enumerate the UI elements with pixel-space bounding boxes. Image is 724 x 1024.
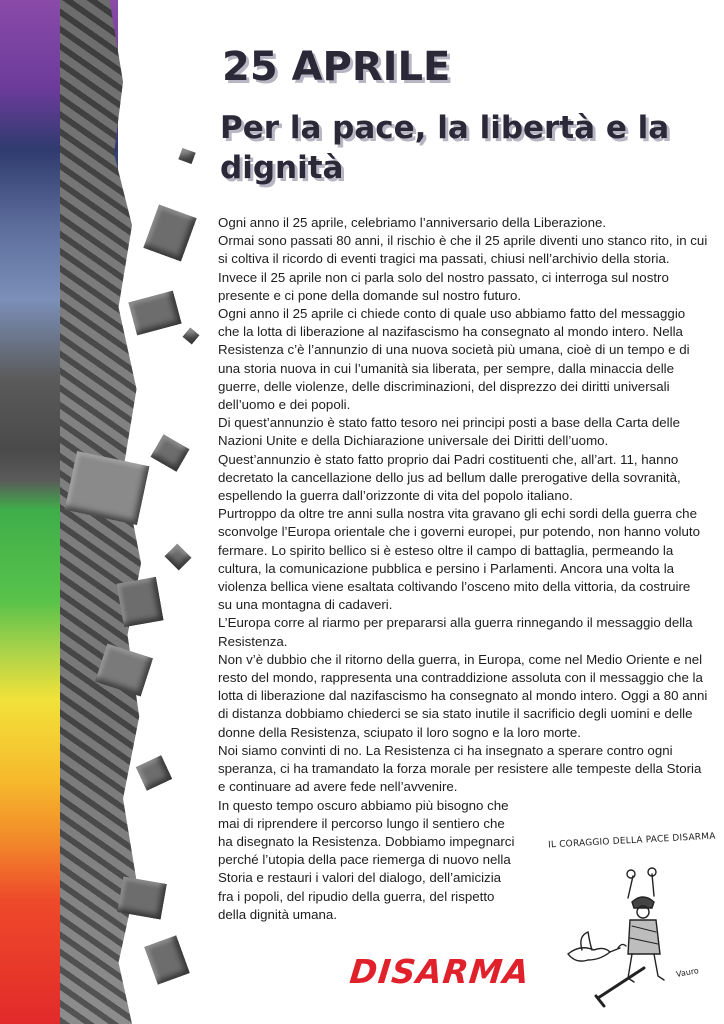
- rock-fragment: [136, 755, 172, 790]
- rock-fragment: [183, 328, 200, 345]
- page-title: 25 APRILE: [222, 44, 451, 90]
- cartoon-signature: Vauro: [675, 966, 700, 979]
- article-body: [218, 214, 708, 924]
- paragraph: Ormai sono passati 80 anni, il rischio è che il 25 aprile diventi uno stanco rito, in cui si coltiva il ricordo di eventi tragici ma passati, chiusi nell’archivio della storia. Invece il 25 aprile non ci parla solo del nostro passato, ci interroga sul nostro presente e ci pone della domande sul nostro futuro.: [218, 233, 708, 303]
- rock-fragment: [178, 148, 195, 164]
- rock-fragment: [117, 876, 167, 919]
- side-decoration: [0, 0, 200, 1024]
- rock-fragment: [143, 205, 196, 262]
- paragraph: Non v’è dubbio che il ritorno della guerra, in Europa, come nel Medio Oriente e nel resto del mondo, rappresenta una contraddizione assoluta con il messaggio che la lotta di liberazione dal nazifascismo ha consegnato al mondo intero. Oggi a 80 anni di distanza dobbiamo chiederci se sia stato inutile il sacrificio degli uomini e delle donne della Resistenza, sciupato il loro sogno e la loro morte.: [218, 651, 708, 740]
- rock-fragment: [151, 434, 190, 472]
- rock-fragment: [116, 577, 163, 627]
- paragraph: Di quest’annunzio è stato fatto tesoro nei principi posti a base della Carta delle Nazioni Unite e della Dichiarazione universale dei Diritti dell’uomo.: [218, 415, 680, 449]
- rock-fragment: [165, 544, 192, 571]
- paragraph: Quest’annunzio è stato fatto proprio dai Padri costituenti che, all’art. 11, hanno decretato la cancellazione dello jus ad bellum dalle prerogative della sovranità, espellendo la guerra dall’orizzonte di vita del popolo italiano.: [218, 451, 681, 504]
- paragraph: Purtroppo da oltre tre anni sulla nostra vita gravano gli echi sordi della guerra che sconvolge l’Europa orientale che i governi europei, pur potendo, non hanno voluto fermare. Lo spirito bellico si è esteso oltre il campo di battaglia, permeando la cultura, la comunicazione pubblica e persino i Parlamenti. Ancora una volta la violenza bellica viene esaltata coltivando l’osceno mito della vittoria, da costruire su una montagna di cadaveri.: [218, 506, 700, 613]
- paragraph: In questo tempo oscuro abbiamo più bisogno che mai di riprendere il percorso lungo il sentiero che ha disegnato la Resistenza. Dobbiamo impegnarci perché l’utopia della pace riemerga di nuovo nella Storia e restauri i valori del dialogo, dell’amicizia fra i popoli, del ripudio della guerra, del rispetto della dignità umana.: [218, 797, 515, 922]
- paragraph: Ogni anno il 25 aprile ci chiede conto di quale uso abbiamo fatto del messaggio che la lotta di liberazione al nazifascismo ha consegnato al mondo intero. Nella Resistenza c’è l’annunzio di una nuova società più umana, cioè di un tempo e di una storia nuova in cui l’umanità sia liberata, per sempre, dalla minaccia delle guerre, delle violenze, delle discriminazioni, del disprezzo dei diritti universali dell’uomo e dei popoli.: [218, 306, 690, 413]
- page-subtitle: Per la pace, la libertà e la dignità: [220, 110, 670, 186]
- paragraph: Noi siamo convinti di no. La Resistenza ci ha insegnato a sperare contro ogni speranza, ci ha tramandato la forza morale per resistere alle tempeste della Storia e continuare ad avere fede nell’avvenire.: [218, 742, 702, 795]
- rock-fragment: [144, 935, 190, 984]
- disarma-logo: DISARMA: [347, 952, 532, 991]
- cartoon-caption: IL CORAGGIO DELLA PACE DISARMA: [547, 831, 716, 851]
- paragraph: Ogni anno il 25 aprile, celebriamo l’anniversario della Liberazione.: [218, 215, 607, 230]
- paragraph: L’Europa corre al riarmo per prepararsi alla guerra rinnegando il messaggio della Resistenza.: [218, 615, 693, 649]
- soldier-dove-drawing: [548, 836, 718, 1016]
- rock-fragment: [128, 291, 181, 336]
- cartoon-illustration: [547, 831, 718, 1016]
